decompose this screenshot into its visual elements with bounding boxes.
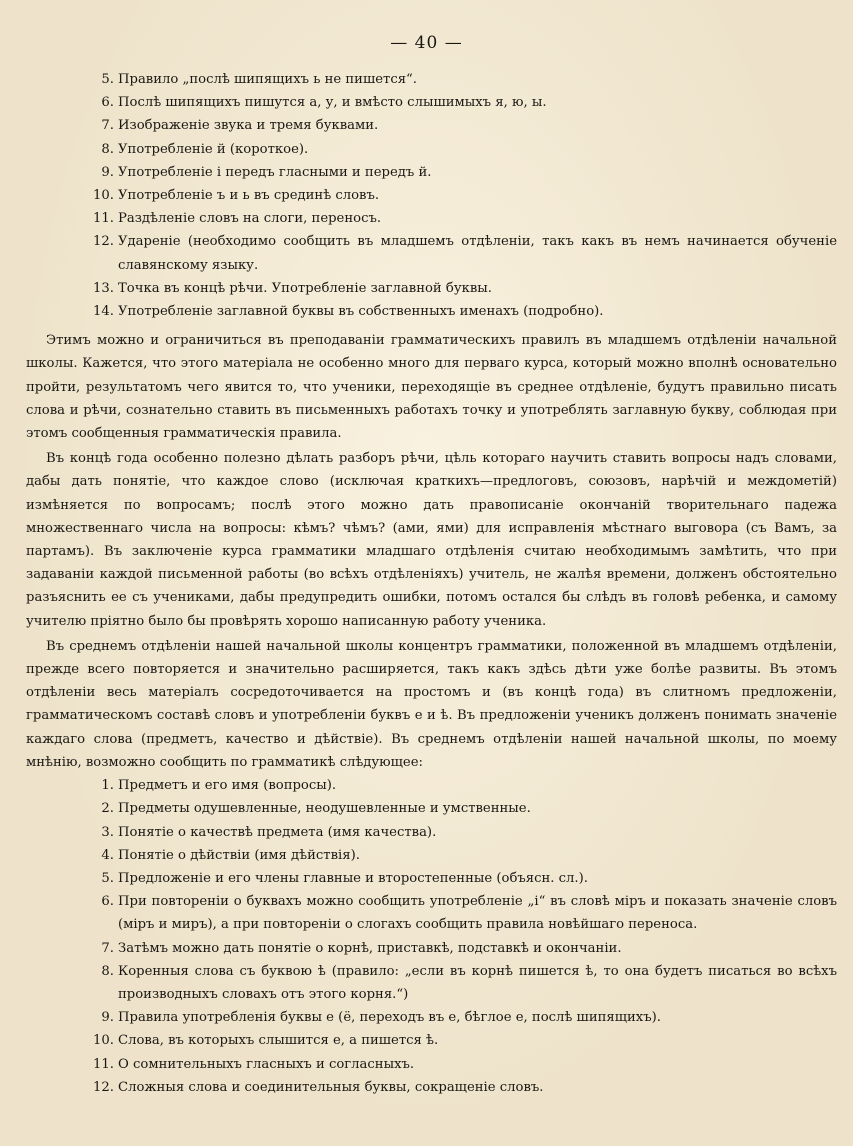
item-text: Затѣмъ можно дать понятіе о корнѣ, приставкѣ, подставкѣ и окончаніи.: [118, 940, 622, 956]
rules-list-junior: [86, 68, 837, 323]
item-number: 9.: [101, 1010, 114, 1026]
item-text: Понятіе о качествѣ предмета (имя качества).: [118, 824, 437, 840]
item-text: Употребленіе й (короткое).: [118, 141, 309, 157]
item-text: Правила употребленія буквы е (ё, переходъ въ е, бѣглое е, послѣ шипящихъ).: [118, 1010, 661, 1026]
list-item: [26, 960, 837, 1006]
item-text: Предложеніе и его члены главные и второстепенные (объясн. сл.).: [118, 870, 588, 886]
item-number: 13.: [93, 280, 114, 296]
list-item: [86, 844, 837, 867]
list-item: [86, 867, 837, 890]
list-item: [86, 114, 837, 137]
item-number: 4.: [101, 847, 114, 863]
list-item: [86, 277, 837, 300]
item-number: 12.: [93, 234, 114, 250]
list-item: [86, 300, 837, 323]
item-text: Предметы одушевленные, неодушевленные и умственные.: [118, 801, 531, 817]
item-text: Раздѣленіе словъ на слоги, переносъ.: [118, 211, 382, 227]
item-text: Употребленіе і передъ гласными и передъ й.: [118, 164, 432, 180]
item-number: 11.: [93, 1056, 114, 1072]
list-item: [86, 207, 837, 230]
list-item: [86, 184, 837, 207]
item-number: 9.: [101, 164, 114, 180]
item-number: 3.: [101, 824, 114, 840]
list-item: [86, 1006, 837, 1029]
item-number: 12.: [93, 1079, 114, 1095]
list-item: [86, 138, 837, 161]
item-number: 2.: [101, 801, 114, 817]
item-text: Употребленіе заглавной буквы въ собственныхъ именахъ (подробно).: [118, 304, 604, 320]
paragraph: Въ концѣ года особенно полезно дѣлать разборъ рѣчи, цѣль котораго научить ставить вопросы надъ словами, дабы дать понятіе, что каждое слово (исключая краткихъ—предлоговъ, союзовъ, нарѣчій и междометій) измѣняется по вопросамъ; послѣ этого можно дать правописаніе окончаній творительнаго падежа множественнаго числа на вопросы: кѣмъ? чѣмъ? (ами, ями) для исправленія мѣстнаго выговора (съ Вамъ, за партамъ). Въ заключеніе курса грамматики младшаго отдѣленія считаю необходимымъ замѣтить, что при задаваніи каждой письменной работы (во всѣхъ отдѣленіяхъ) учитель, не жалѣя времени, долженъ обстоятельно разъяснить ее съ учениками, дабы предупредить ошибки, потомъ остался бы слѣдъ въ головѣ ребенка, и самому учителю пріятно было бы провѣрять хорошо написанную работу ученика.: [26, 451, 837, 629]
item-text: Удареніе (необходимо сообщить въ младшемъ отдѣленіи, такъ какъ въ немъ начинается обученіе славянскому языку.: [118, 234, 837, 273]
list-item: [86, 821, 837, 844]
item-number: 8.: [101, 141, 114, 157]
rules-list-middle: [86, 774, 837, 1099]
item-text: Употребленіе ъ и ь въ срединѣ словъ.: [118, 188, 380, 204]
item-number: 14.: [93, 304, 114, 320]
list-item: [26, 230, 837, 276]
item-number: 5.: [101, 72, 114, 87]
item-text: Изображеніе звука и тремя буквами.: [118, 118, 379, 134]
item-number: 11.: [93, 211, 114, 227]
list-item: [86, 1076, 837, 1099]
item-number: 8.: [101, 963, 114, 979]
item-text: Сложныя слова и соединительныя буквы, сокращеніе словъ.: [118, 1079, 544, 1095]
list-item: [86, 68, 837, 91]
paragraph: Этимъ можно и ограничиться въ преподаваніи грамматическихъ правилъ въ младшемъ отдѣленіи начальной школы. Кажется, что этого матеріала не особенно много для перваго курса, который можно вполнѣ основательно пройти, результатомъ чего явится то, что ученики, переходящіе въ среднее отдѣленіе, будутъ правильно писать слова и рѣчи, сознательно ставить въ письменныхъ работахъ точку и употреблять заглавную букву, соблюдая при этомъ сообщенныя грамматическія правила.: [26, 333, 837, 442]
item-text: Послѣ шипящихъ пишутся а, у, и вмѣсто слышимыхъ я, ю, ы.: [118, 95, 547, 111]
list-item: [86, 1029, 837, 1052]
item-number: 10.: [93, 1033, 114, 1049]
paragraph: Въ среднемъ отдѣленіи нашей начальной школы концентръ грамматики, положенной въ младшемъ отдѣленіи, прежде всего повторяется и значительно расширяется, такъ какъ здѣсь дѣти уже болѣе развиты. Въ этомъ отдѣленіи весь матеріалъ сосредоточивается на простомъ и (въ концѣ года) въ слитномъ предложеніи, грамматическомъ составѣ словъ и употребленіи буквъ е и ѣ. Въ предложеніи ученикъ долженъ понимать значеніе каждаго слова (предметъ, качество и дѣйствіе). Въ среднемъ отдѣленіи нашей начальной школы, по моему мнѣнію, возможно сообщить по грамматикѣ слѣдующее:: [26, 638, 837, 770]
item-text: Понятіе о дѣйствіи (имя дѣйствія).: [118, 847, 360, 863]
list-item: [86, 91, 837, 114]
item-number: 6.: [101, 894, 114, 910]
item-text: Коренныя слова съ буквою ѣ (правило: „если въ корнѣ пишется ѣ, то она будетъ писаться во всѣхъ производныхъ словахъ отъ этого корня.“): [118, 963, 837, 1002]
item-number: 6.: [101, 95, 114, 111]
list-item: [86, 797, 837, 820]
item-number: 7.: [101, 118, 114, 134]
list-item: [86, 774, 837, 797]
item-number: 7.: [101, 940, 114, 956]
item-text: При повтореніи о буквахъ можно сообщить употребленіе „і“ въ словѣ міръ и показать значеніе словъ (міръ и миръ), а при повтореніи о слогахъ сообщить правила новѣйшаго переноса.: [118, 894, 837, 933]
page-number: — 40 —: [390, 33, 463, 53]
item-number: 5.: [101, 870, 114, 886]
list-item: [86, 161, 837, 184]
list-item: [86, 937, 837, 960]
item-number: 10.: [93, 188, 114, 204]
item-text: Точка въ концѣ рѣчи. Употребленіе заглавной буквы.: [118, 280, 492, 296]
item-number: 1.: [101, 778, 114, 794]
list-item: [86, 1053, 837, 1076]
item-text: Слова, въ которыхъ слышится е, а пишется ѣ.: [118, 1033, 439, 1049]
list-item: [26, 890, 837, 936]
item-text: Правило „послѣ шипящихъ ь не пишется“.: [118, 72, 417, 87]
item-text: Предметъ и его имя (вопросы).: [118, 778, 337, 794]
item-text: О сомнительныхъ гласныхъ и согласныхъ.: [118, 1056, 415, 1072]
